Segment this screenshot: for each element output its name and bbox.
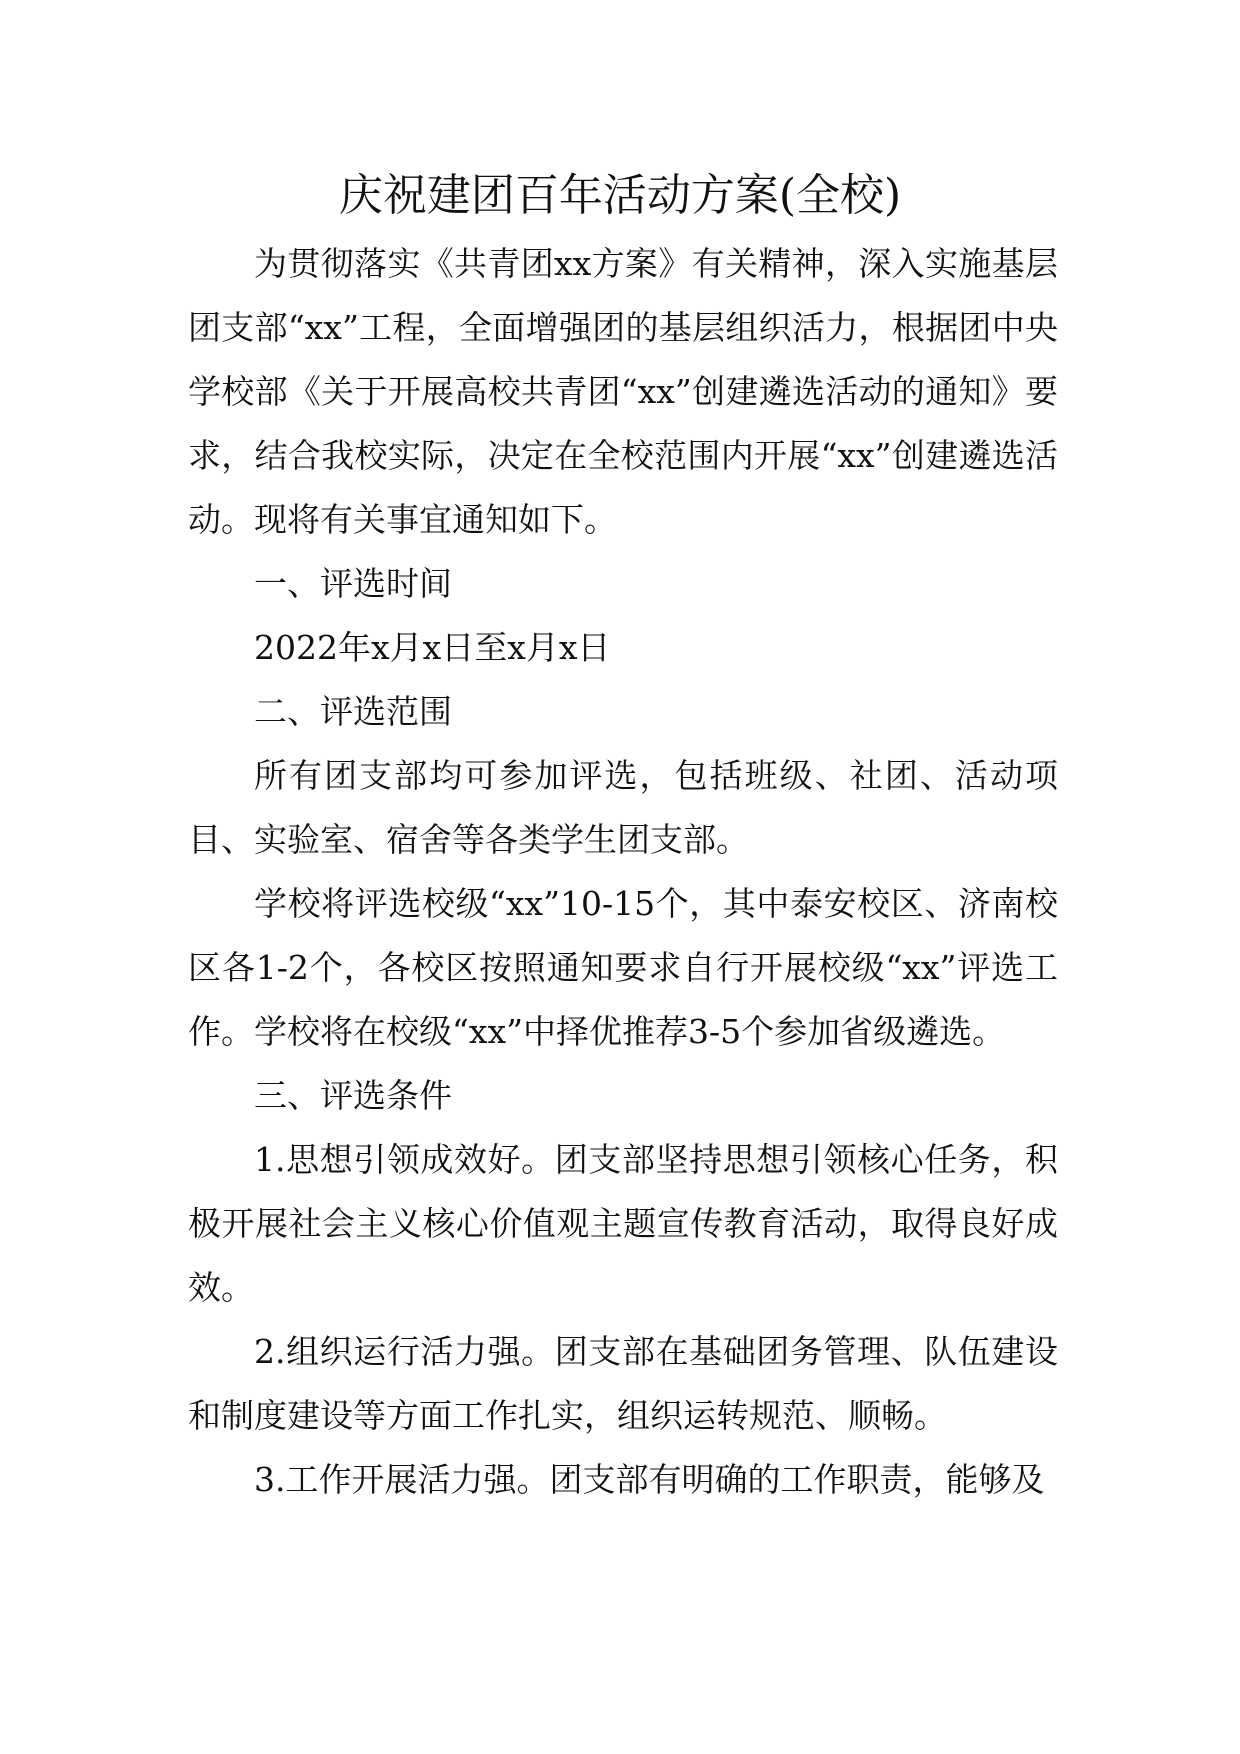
condition-item-2: 2.组织运行活力强。团支部在基础团务管理、队伍建设和制度建设等方面工作扎实，组织运转规范、顺畅。 (188, 1332, 1058, 1435)
condition-item-3: 3.工作开展活力强。团支部有明确的工作职责，能够及 (254, 1460, 1045, 1499)
section-heading-conditions: 三、评选条件 (254, 1076, 452, 1115)
condition-item-1: 1.思想引领成效好。团支部坚持思想引领核心任务，积极开展社会主义核心价值观主题宣传教育活动，取得良好成效。 (188, 1140, 1058, 1307)
document-body (188, 232, 1058, 1512)
quota-paragraph: 学校将评选校级“xx”10-15个，其中泰安校区、济南校区各1-2个，各校区按照通知要求自行开展校级“xx”评选工作。学校将在校级“xx”中择优推荐3-5个参加省级遴选。 (188, 884, 1058, 1051)
section-heading-scope: 二、评选范围 (254, 692, 452, 731)
section-heading-time: 一、评选时间 (254, 564, 452, 603)
intro-paragraph: 为贯彻落实《共青团xx方案》有关精神，深入实施基层团支部“xx”工程，全面增强团的基层组织活力，根据团中央学校部《关于开展高校共青团“xx”创建遴选活动的通知》要求，结合我校实际，决定在全校范围内开展“xx”创建遴选活动。现将有关事宜通知如下。 (188, 244, 1058, 539)
document-title: 庆祝建团百年活动方案(全校) (338, 170, 902, 221)
scope-paragraph: 所有团支部均可参加评选，包括班级、社团、活动项目、实验室、宿舍等各类学生团支部。 (188, 756, 1058, 859)
evaluation-date: 2022年x月x日至x月x日 (254, 628, 611, 667)
